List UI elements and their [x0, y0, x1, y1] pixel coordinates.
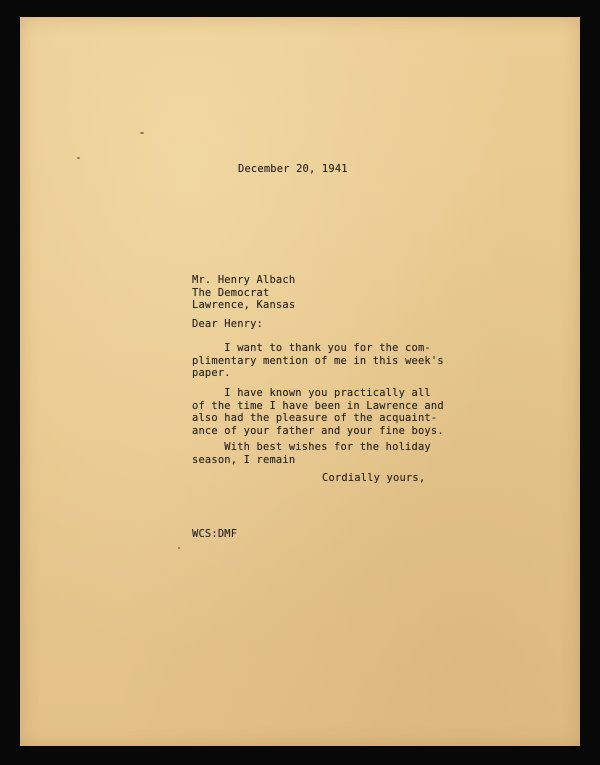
body-paragraph: With best wishes for the holiday season, I remain — [192, 441, 431, 466]
reference-initials: WCS:DMF — [192, 528, 238, 540]
paper-mark — [140, 132, 144, 134]
letter-paper — [20, 17, 580, 746]
paper-mark — [77, 157, 80, 159]
body-paragraph: I have known you practically all of the time I have been in Lawrence and also had the pleasure of the acquaint- ance of your father and your fine boys. — [192, 387, 444, 437]
salutation: Dear Henry: — [192, 318, 264, 330]
complimentary-closing: Cordially yours, — [322, 472, 426, 484]
letter-date: December 20, 1941 — [238, 163, 348, 175]
recipient-name: Mr. Henry Albach — [192, 274, 296, 286]
recipient-address — [192, 274, 295, 312]
recipient-city: Lawrence, Kansas — [192, 299, 296, 312]
body-paragraph: I want to thank you for the com- plimentary mention of me in this week's paper. — [192, 342, 444, 380]
paper-mark — [178, 547, 180, 549]
recipient-organization: The Democrat — [192, 286, 270, 299]
